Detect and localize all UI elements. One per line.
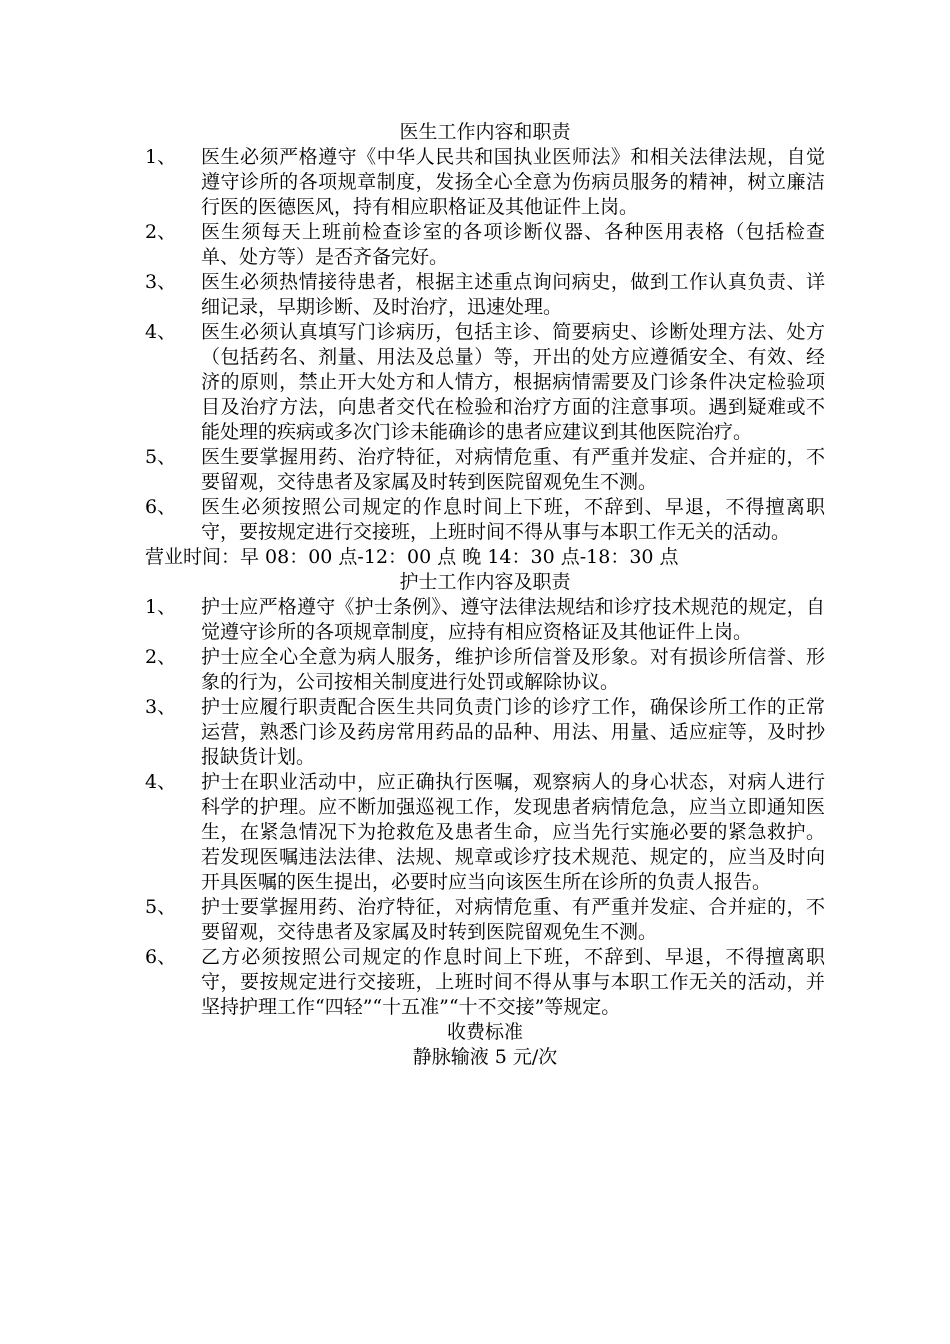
list-text: 护士在职业活动中，应正确执行医嘱，观察病人的身心状态，对病人进行科学的护理。应不断加强巡视工作，发现患者病情危急，应当立即通知医生，在紧急情况下为抢救危及患者生命，应当先行实施必要的紧急救护。若发现医嘱违法法律、法规、规章或诊疗技术规范、规定的，应当及时向开具医嘱的医生提出，必要时应当向该医生所在诊所的负责人报告。 [201,771,825,893]
list-number: 5、 [145,446,177,468]
list-number: 4、 [145,771,177,793]
document-body [145,120,825,1070]
fee-line: 静脉输液 5 元/次 [412,1046,558,1068]
list-number: 2、 [145,221,177,243]
nurse-duty-item [145,770,825,895]
list-number: 4、 [145,321,177,343]
list-number: 6、 [145,946,177,968]
nurse-duty-item [145,645,825,695]
doctor-duty-item [145,220,825,270]
list-text: 乙方必须按照公司规定的作息时间上下班，不辞到、早退，不得擅离职守，要按规定进行交接班，上班时间不得从事与本职工作无关的活动，并坚持护理工作“四轻”“十五准”“十不交接”等规定。 [201,946,825,1018]
list-text: 护士应严格遵守《护士条例》、遵守法律法规结和诊疗技术规范的规定，自觉遵守诊所的各项规章制度，应持有相应资格证及其他证件上岗。 [201,596,825,643]
list-number: 3、 [145,271,177,293]
nurse-duties-list [145,595,825,1020]
nurse-duty-item [145,595,825,645]
nurse-duty-item [145,945,825,1020]
doctor-duty-item [145,445,825,495]
doctor-duty-item [145,320,825,445]
list-text: 医生须每天上班前检查诊室的各项诊断仪器、各种医用表格（包括检查单、处方等）是否齐备完好。 [201,221,825,268]
list-text: 护士应履行职责配合医生共同负责门诊的诊疗工作，确保诊所工作的正常运营，熟悉门诊及药房常用药品的品种、用法、用量、适应症等，及时抄报缺货计划。 [201,696,825,768]
list-text: 护士要掌握用药、治疗特征，对病情危重、有严重并发症、合并症的，不要留观，交待患者及家属及时转到医院留观免生不测。 [201,896,825,943]
list-number: 5、 [145,896,177,918]
list-number: 1、 [145,146,177,168]
business-hours: 营业时间：早 08：00 点-12：00 点 晚 14：30 点-18：30 点 [145,546,679,568]
doctor-duty-item [145,270,825,320]
list-text: 医生必须认真填写门诊病历，包括主诊、简要病史、诊断处理方法、处方（包括药名、剂量、用法及总量）等，开出的处方应遵循安全、有效、经济的原则，禁止开大处方和人情方，根据病情需要及门诊条件决定检验项目及治疗方法，向患者交代在检验和治疗方面的注意事项。遇到疑难或不能处理的疾病或多次门诊未能确诊的患者应建议到其他医院治疗。 [201,321,825,443]
doctor-duty-item [145,495,825,545]
list-text: 医生要掌握用药、治疗特征，对病情危重、有严重并发症、合并症的，不要留观，交待患者及家属及时转到医院留观免生不测。 [201,446,825,493]
nurse-duty-item [145,695,825,770]
fees-section-title: 收费标准 [446,1021,523,1043]
list-number: 1、 [145,596,177,618]
list-text: 医生必须热情接待患者，根据主述重点询问病史，做到工作认真负责、详细记录，早期诊断、及时治疗，迅速处理。 [201,271,825,318]
list-number: 2、 [145,646,177,668]
list-text: 护士应全心全意为病人服务，维护诊所信誉及形象。对有损诊所信誉、形象的行为，公司按相关制度进行处罚或解除协议。 [201,646,825,693]
list-number: 3、 [145,696,177,718]
doctor-duty-item [145,145,825,220]
list-text: 医生必须严格遵守《中华人民共和国执业医师法》和相关法律法规，自觉遵守诊所的各项规章制度，发扬全心全意为伤病员服务的精神，树立廉洁行医的医德医风，持有相应职格证及其他证件上岗。 [201,146,825,218]
doctor-section-title: 医生工作内容和职责 [399,121,571,143]
doctor-duties-list [145,145,825,545]
list-text: 医生必须按照公司规定的作息时间上下班，不辞到、早退，不得擅离职守，要按规定进行交接班，上班时间不得从事与本职工作无关的活动。 [201,496,825,543]
nurse-section-title: 护士工作内容及职责 [399,571,571,593]
nurse-duty-item [145,895,825,945]
list-number: 6、 [145,496,177,518]
